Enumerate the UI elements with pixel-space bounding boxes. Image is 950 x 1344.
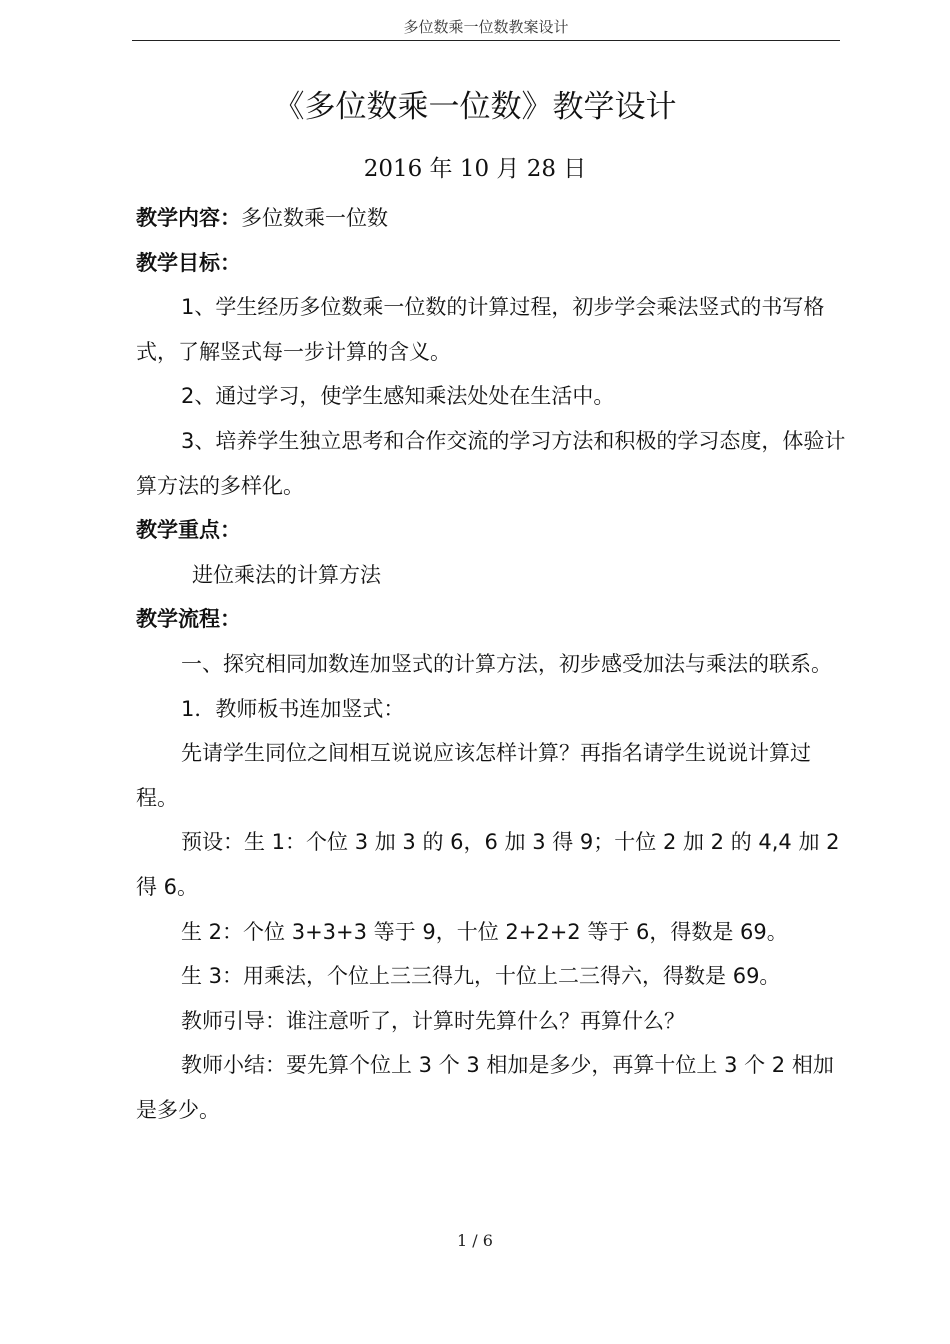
goal-item-2: 2、通过学习，使学生感知乘法处处在生活中。 xyxy=(181,384,615,409)
goal-item-1: 1、学生经历多位数乘一位数的计算过程，初步学会乘法竖式的书写格式，了解竖式每一步计算的含义。 xyxy=(136,295,825,364)
content-text: 多位数乘一位数 xyxy=(241,206,388,230)
document-title: 《多位数乘一位数》教学设计 xyxy=(273,89,677,125)
process-paragraph-5: 生 2：个位 3+3+3 等于 9，十位 2+2+2 等于 6，得数是 69。 xyxy=(181,919,788,944)
process-label: 教学流程： xyxy=(136,607,241,632)
process-paragraph-3: 先请学生同位之间相互说说应该怎样计算？再指名请学生说说计算过程。 xyxy=(136,741,811,810)
process-paragraph-8: 教师小结：要先算个位上 3 个 3 相加是多少，再算十位上 3 个 2 相加是多少。 xyxy=(136,1053,834,1122)
process-paragraph-2: 1．教师板书连加竖式： xyxy=(181,696,405,721)
keypoint-text: 进位乘法的计算方法 xyxy=(192,562,381,587)
content-label: 教学内容： xyxy=(136,206,241,230)
content-line xyxy=(136,196,846,241)
process-paragraph-4: 预设：生 1：个位 3 加 3 的 6，6 加 3 得 9；十位 2 加 2 的 4,4 加 2 得 6。 xyxy=(136,830,840,899)
process-paragraph-1: 一、探究相同加数连加竖式的计算方法，初步感受加法与乘法的联系。 xyxy=(181,651,832,676)
keypoint-label: 教学重点： xyxy=(136,518,241,543)
process-paragraph-6: 生 3：用乘法，个位上三三得九，十位上二三得六，得数是 69。 xyxy=(181,964,781,989)
page-number: 1 / 6 xyxy=(457,1231,493,1250)
page-header: 多位数乘一位数教案设计 xyxy=(132,14,840,41)
document-date: 2016 年 10 月 28 日 xyxy=(363,156,587,182)
document-body xyxy=(136,196,846,1132)
process-paragraph-7: 教师引导：谁注意听了，计算时先算什么？再算什么？ xyxy=(181,1008,685,1033)
goals-label: 教学目标： xyxy=(136,250,241,275)
goal-item-3: 3、培养学生独立思考和合作交流的学习方法和积极的学习态度，体验计算方法的多样化。 xyxy=(136,428,846,498)
